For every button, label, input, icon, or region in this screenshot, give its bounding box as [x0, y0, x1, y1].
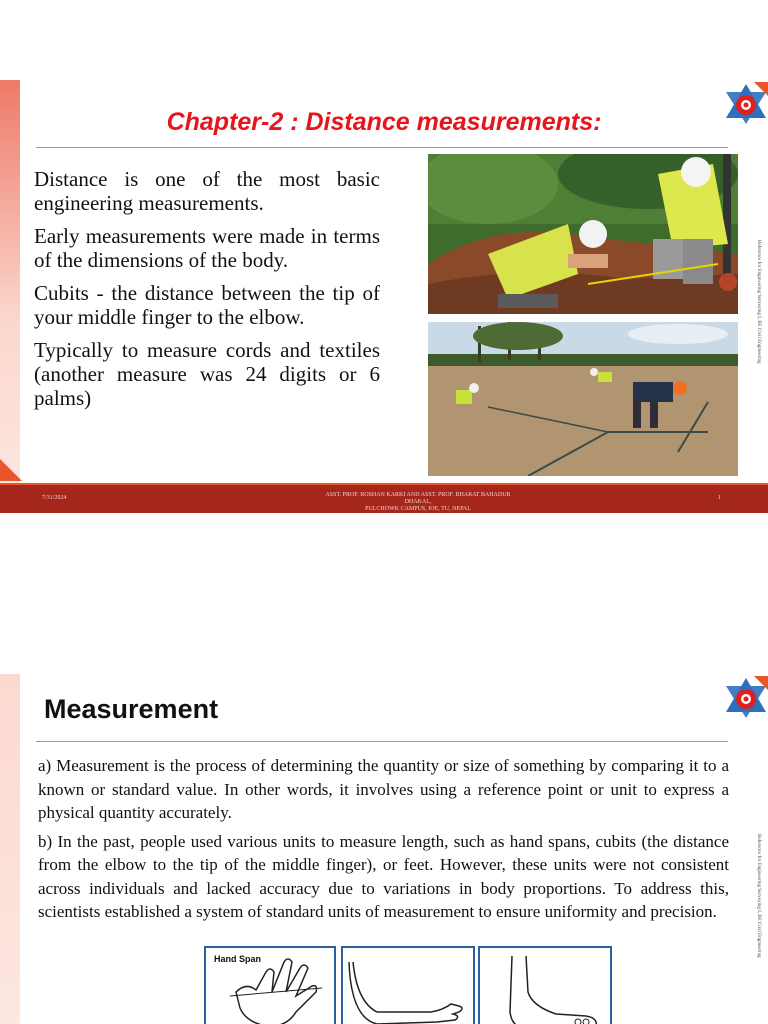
slide-title: Chapter-2 : Distance measurements: — [166, 108, 602, 136]
corner-tab — [0, 459, 22, 481]
hand-span-icon — [226, 952, 330, 1024]
foot-icon — [486, 952, 606, 1024]
slide-2 — [0, 674, 768, 1024]
title-divider — [36, 147, 728, 148]
site-layout-photo — [428, 322, 738, 476]
slide-footer — [0, 483, 768, 513]
slide-body — [34, 167, 380, 419]
title-divider — [36, 741, 728, 742]
slide-1 — [0, 80, 768, 513]
hand-span-panel — [204, 946, 336, 1024]
surveyors-tape-photo — [428, 154, 738, 314]
hand-span-label: Hand Span — [214, 954, 262, 964]
paragraph: Early measurements were made in terms of the dimensions of the body. — [34, 224, 380, 272]
left-stripe — [0, 674, 20, 1024]
cubit-panel — [341, 946, 475, 1024]
slide-title: Measurement — [44, 694, 219, 724]
footer-author-line: PULCHOWK CAMPUS, IOE, TU, NEPAL — [365, 506, 471, 512]
side-reference-text: Reference for Engineering Surveying I, BE Civil Engineering — [756, 834, 761, 958]
footer-authors — [318, 492, 518, 513]
cubit-arm-icon — [347, 952, 469, 1024]
institute-logo-icon — [724, 82, 768, 126]
footer-page-number: 1 — [718, 495, 721, 501]
paragraph: Distance is one of the most basic engineering measurements. — [34, 167, 380, 215]
side-reference-text: Reference for Engineering Surveying I, BE Civil Engineering — [756, 240, 761, 364]
footer-date: 7/31/2024 — [42, 495, 67, 501]
slide-body — [38, 754, 729, 929]
paragraph: a) Measurement is the process of determining the quantity or size of something by comparing it to a known or standard value. In other words, it involves using a reference point or unit to express a physical quantity accurately. — [38, 756, 729, 822]
paragraph: b) In the past, people used various units to measure length, such as hand spans, cubits (the distance from the elbow to the tip of the middle finger), or feet. However, these units were not consistent across individuals and lacked accuracy due to variations in body proportions. To address this, scientists established a system of standard units of measurement to ensure uniformity and precision. — [38, 831, 729, 921]
paragraph: Typically to measure cords and textiles (another measure was 24 digits or 6 palms) — [34, 338, 380, 410]
left-stripe — [0, 80, 20, 513]
paragraph: Cubits - the distance between the tip of your middle finger to the elbow. — [34, 281, 380, 329]
footer-author-line: ASST. PROF. ROSHAN KARKI AND ASST. PROF. BHARAT BAHADUR DHAKAL, — [325, 492, 511, 505]
foot-panel — [478, 946, 612, 1024]
institute-logo-icon — [724, 676, 768, 720]
